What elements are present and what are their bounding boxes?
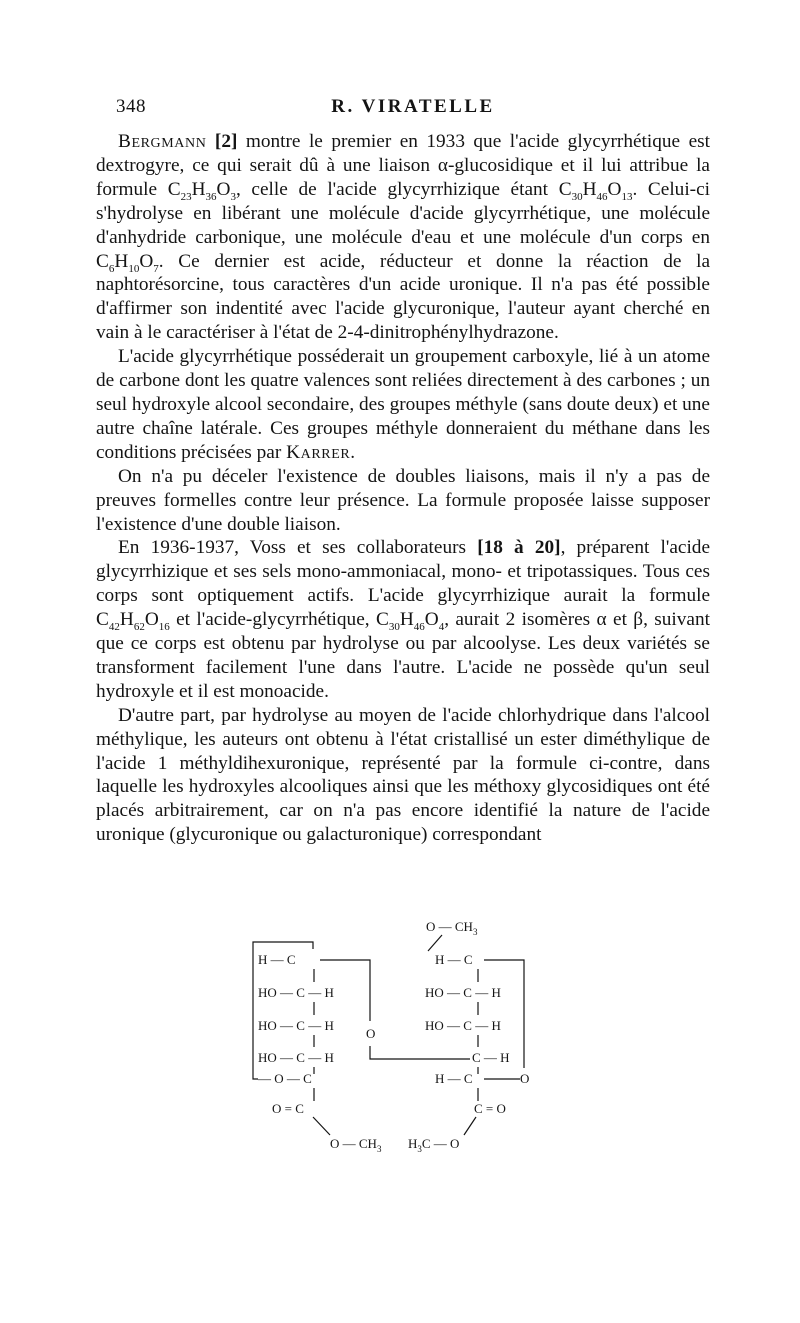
text-run: , aurait 2 isomères α et β, suivant que ce corps est obtenu par hydrolyse ou par alcoolyse. Les deux variétés se transforment facilement l'une dans l'autre. L'acide ne possède qu'un seul hydroxyle et il est monoacide. <box>96 609 710 702</box>
running-head: R. VIRATELLE <box>331 96 495 117</box>
page-header <box>116 96 710 124</box>
paragraph-4 <box>96 536 710 703</box>
bottom-left-methoxy: O — $CH_3$ <box>330 1136 382 1154</box>
text-run: . Celui-ci s'hydrolyse en libérant une molécule d'acide glycyrrhétique, une molécule d'anhydride carbonique, une molécule d'eau et une molécule d'un corps en <box>96 178 711 248</box>
left-row-3: HO — C — H <box>258 1018 334 1033</box>
paragraph-1 <box>96 130 710 345</box>
formula-c6h10o7: $C_6H_{10}O_7$ <box>96 250 159 275</box>
formula-c23h36o3: $C_{23}H_{36}O_3$ <box>167 178 236 203</box>
right-row-1: H — C <box>435 952 473 967</box>
bridge-oxygen: O <box>366 1026 376 1041</box>
right-row-6: C = O <box>474 1101 506 1116</box>
text-run: , celle de l'acide glycyrrhizique étant <box>235 178 559 200</box>
right-ring-oxygen: O <box>520 1071 530 1086</box>
structural-formula-svg <box>240 918 570 1158</box>
author-bergmann: Bergmann <box>118 131 207 152</box>
right-row-2: HO — C — H <box>425 985 501 1000</box>
right-row-4: C — H <box>472 1050 510 1065</box>
bottom-right-methyl: $H_3C$ — O <box>408 1136 460 1154</box>
text-run: montre le premier en 1933 que l'acide glycyrrhétique est dextrogyre, ce qui serait dû à une liaison α-glucosidique et il lui attribue la formule <box>96 131 710 200</box>
left-row-1: H — C <box>258 952 296 967</box>
paragraph-5: D'autre part, par hydrolyse au moyen de l'acide chlorhydrique dans l'alcool méthylique, les auteurs ont obtenu à l'état cristallisé un ester diméthylique de l'acide 1 méthyldihexuronique, représenté par la formule ci-contre, dans laquelle les hydroxyles alcooliques ainsi que les méthoxy glycosidiques ont été placés arbitrairement, car on n'a pas encore identifié la nature de l'acide uronique (glycuronique ou galacturonique) correspondant <box>96 704 710 846</box>
formula-c30h46o13: $C_{30}H_{46}O_{13}$ <box>558 178 633 203</box>
text-run: et l'acide-glycyrrhétique, <box>169 609 376 631</box>
page-number: 348 <box>116 96 146 117</box>
left-row-6: O = C <box>272 1101 304 1116</box>
right-row-5: H — C <box>435 1071 473 1086</box>
paragraph-2: L'acide glycyrrhétique posséderait un groupement carboxyle, lié à un atome de carbone dont les quatre valences sont reliées directement à des carbones ; un seul hydroxyle alcool secondaire, des groupes méthyle (sans doute deux) et une autre chaîne latérale. Ces groupes méthyle donneraient du méthane dans les conditions précisées par Karrer. <box>96 346 710 463</box>
text-run: . Ce dernier est acide, réducteur et donne la réaction de la naphtorésorcine, tous caractères d'un acide uronique. Il n'a pas été possible d'affirmer son indentité avec l'acide glycuronique, l'auteur ayant cherché en vain à le caractériser à l'état de 2-4-dinitrophénylhydrazone. <box>96 250 710 344</box>
paragraph-3: On n'a pu déceler l'existence de doubles liaisons, mais il n'y a pas de preuves formelles contre leur présence. La formule proposée laisse supposer l'existence d'une double liaison. <box>96 465 710 535</box>
bond <box>464 1117 476 1135</box>
left-row-2: HO — C — H <box>258 985 334 1000</box>
glycosidic-bridge <box>370 1046 470 1059</box>
formula-c42h62o16: $C_{42}H_{62}O_{16}$ <box>96 609 170 633</box>
structural-formula <box>240 918 570 1158</box>
formula-c30h46o4: $C_{30}H_{46}O_4$ <box>375 609 445 633</box>
text-run: En 1936-1937, Voss et ses collaborateurs <box>118 537 478 559</box>
citation: [2] <box>214 131 238 152</box>
bond <box>313 1117 330 1135</box>
right-row-3: HO — C — H <box>425 1018 501 1033</box>
top-right-methoxy: O — $CH_3$ <box>426 919 478 937</box>
left-row-4: HO — C — H <box>258 1050 334 1065</box>
text-run: , préparent l'acide glycyrrhizique et ses sels mono-ammoniacal, mono- et tripotassiques. Tous ces corps sont optiquement actifs. L'acide glycyrrhizique aurait la formule <box>96 537 711 607</box>
bond <box>428 935 442 951</box>
body-text <box>96 130 710 847</box>
author-karrer: Karrer <box>286 441 351 463</box>
left-row-5: — O — C <box>258 1071 312 1086</box>
citation: [18 à 20] <box>477 537 561 559</box>
text-run: L'acide glycyrrhétique posséderait un groupement carboxyle, lié à un atome de carbone dont les quatre valences sont reliées directement à des carbones ; un seul hydroxyle alcool secondaire, des groupes méthyle (sans doute deux) et une autre chaîne latérale. Ces groupes méthyle donneraient du méthane dans les conditions précisées par <box>96 346 710 463</box>
